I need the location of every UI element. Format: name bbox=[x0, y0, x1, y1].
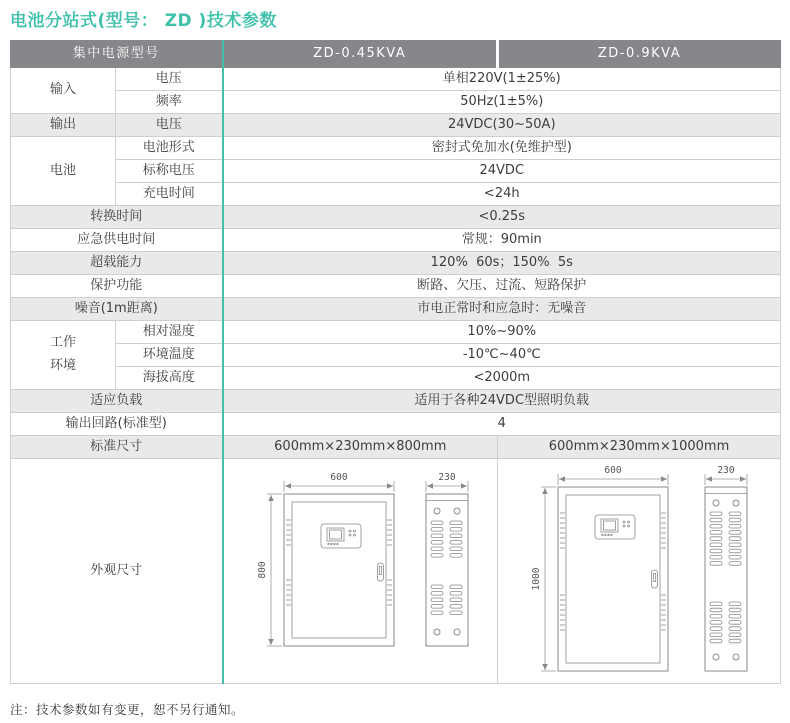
temperature-label: 环境温度 bbox=[116, 344, 223, 367]
front-view bbox=[558, 487, 668, 671]
overload-value: 120% 60s；150% 5s bbox=[223, 252, 781, 275]
transfer-time-value: <0.25s bbox=[223, 206, 781, 229]
row-battery-charge bbox=[11, 183, 781, 206]
output-voltage-label: 电压 bbox=[116, 114, 223, 137]
appearance-label: 外观尺寸 bbox=[11, 459, 223, 684]
battery-type-value: 密封式免加水(免维护型) bbox=[223, 137, 781, 160]
row-load bbox=[11, 390, 781, 413]
row-standard-size bbox=[11, 436, 781, 459]
louver-slots bbox=[450, 585, 462, 615]
circuits-label: 输出回路(标准型) bbox=[11, 413, 223, 436]
emergency-time-label: 应急供电时间 bbox=[11, 229, 223, 252]
row-input-voltage bbox=[11, 68, 781, 91]
spec-table bbox=[10, 40, 781, 684]
output-group-label: 输出 bbox=[11, 114, 116, 137]
protection-label: 保护功能 bbox=[11, 275, 223, 298]
vent-ticks bbox=[661, 595, 666, 630]
louver-slots bbox=[450, 521, 462, 557]
header-model-b: ZD-0.9KVA bbox=[498, 41, 781, 68]
cabinet-drawing-zd09 bbox=[500, 459, 778, 683]
input-frequency-label: 频率 bbox=[116, 91, 223, 114]
battery-voltage-value: 24VDC bbox=[223, 160, 781, 183]
battery-charge-value: <24h bbox=[223, 183, 781, 206]
row-appearance bbox=[11, 459, 781, 684]
louver-slots bbox=[729, 602, 741, 643]
louver-slots bbox=[710, 512, 722, 565]
input-voltage-label: 电压 bbox=[116, 68, 223, 91]
row-output-voltage bbox=[11, 114, 781, 137]
battery-charge-label: 充电时间 bbox=[116, 183, 223, 206]
humidity-label: 相对湿度 bbox=[116, 321, 223, 344]
humidity-value: 10%~90% bbox=[223, 321, 781, 344]
input-group-label: 输入 bbox=[11, 68, 116, 114]
standard-size-a: 600mm×230mm×800mm bbox=[223, 436, 498, 459]
dim-side-width: 230 bbox=[717, 465, 735, 476]
vent-ticks bbox=[387, 520, 392, 545]
dim-front-width: 600 bbox=[604, 465, 622, 476]
front-view bbox=[284, 494, 394, 646]
standard-size-b: 600mm×230mm×1000mm bbox=[498, 436, 781, 459]
transfer-time-label: 转换时间 bbox=[11, 206, 223, 229]
side-view bbox=[426, 494, 468, 646]
emergency-time-value: 常规：90min bbox=[223, 229, 781, 252]
noise-label: 噪音(1m距离) bbox=[11, 298, 223, 321]
door-handle bbox=[652, 570, 658, 588]
dim-front-height: 1000 bbox=[531, 567, 543, 591]
temperature-value: -10℃~40℃ bbox=[223, 344, 781, 367]
row-input-frequency bbox=[11, 91, 781, 114]
dimension-lines bbox=[257, 472, 468, 646]
output-voltage-value: 24VDC(30~50A) bbox=[223, 114, 781, 137]
control-panel bbox=[321, 524, 361, 548]
row-emergency-time bbox=[11, 229, 781, 252]
row-overload bbox=[11, 252, 781, 275]
protection-value: 断路、欠压、过流、短路保护 bbox=[223, 275, 781, 298]
cabinet-drawing-zd045 bbox=[226, 464, 496, 678]
control-panel bbox=[595, 515, 635, 539]
load-value: 适用于各种24VDC型照明负载 bbox=[223, 390, 781, 413]
load-label: 适应负载 bbox=[11, 390, 223, 413]
row-transfer-time bbox=[11, 206, 781, 229]
vent-ticks bbox=[661, 513, 666, 548]
vent-ticks bbox=[560, 595, 565, 630]
louver-slots bbox=[710, 602, 722, 643]
row-noise bbox=[11, 298, 781, 321]
environment-group-label: 工作 环境 bbox=[11, 321, 116, 390]
row-temperature bbox=[11, 344, 781, 367]
dim-front-height: 800 bbox=[256, 561, 268, 579]
altitude-label: 海拔高度 bbox=[116, 367, 223, 390]
vent-ticks bbox=[560, 513, 565, 548]
battery-type-label: 电池形式 bbox=[116, 137, 223, 160]
appearance-drawing-a-cell bbox=[223, 459, 498, 684]
vent-ticks bbox=[286, 520, 291, 545]
door-handle bbox=[377, 563, 383, 581]
noise-value: 市电正常时和应急时：无噪音 bbox=[223, 298, 781, 321]
row-humidity bbox=[11, 321, 781, 344]
row-protection bbox=[11, 275, 781, 298]
vent-ticks bbox=[387, 580, 392, 605]
overload-label: 超载能力 bbox=[11, 252, 223, 275]
appearance-drawing-b-cell bbox=[498, 459, 781, 684]
row-altitude bbox=[11, 367, 781, 390]
louver-slots bbox=[431, 521, 443, 557]
dim-front-width: 600 bbox=[329, 472, 348, 483]
dimension-lines bbox=[531, 465, 747, 671]
input-voltage-value: 单相220V(1±25%) bbox=[223, 68, 781, 91]
side-view bbox=[705, 487, 747, 671]
standard-size-label: 标准尺寸 bbox=[11, 436, 223, 459]
louver-slots bbox=[431, 585, 443, 615]
footnote: 注：技术参数如有变更，恕不另行通知。 bbox=[10, 702, 245, 717]
page-title: 电池分站式(型号： ZD )技术参数 bbox=[10, 11, 277, 31]
dim-side-width: 230 bbox=[437, 472, 456, 483]
row-circuits bbox=[11, 413, 781, 436]
header-model-label: 集中电源型号 bbox=[11, 41, 223, 68]
louver-slots bbox=[729, 512, 741, 565]
vent-ticks bbox=[286, 580, 291, 605]
row-battery-type bbox=[11, 137, 781, 160]
row-battery-voltage bbox=[11, 160, 781, 183]
circuits-value: 4 bbox=[223, 413, 781, 436]
header-model-a: ZD-0.45KVA bbox=[223, 41, 498, 68]
header-row bbox=[11, 41, 781, 68]
battery-voltage-label: 标称电压 bbox=[116, 160, 223, 183]
altitude-value: <2000m bbox=[223, 367, 781, 390]
battery-group-label: 电池 bbox=[11, 137, 116, 206]
input-frequency-value: 50Hz(1±5%) bbox=[223, 91, 781, 114]
